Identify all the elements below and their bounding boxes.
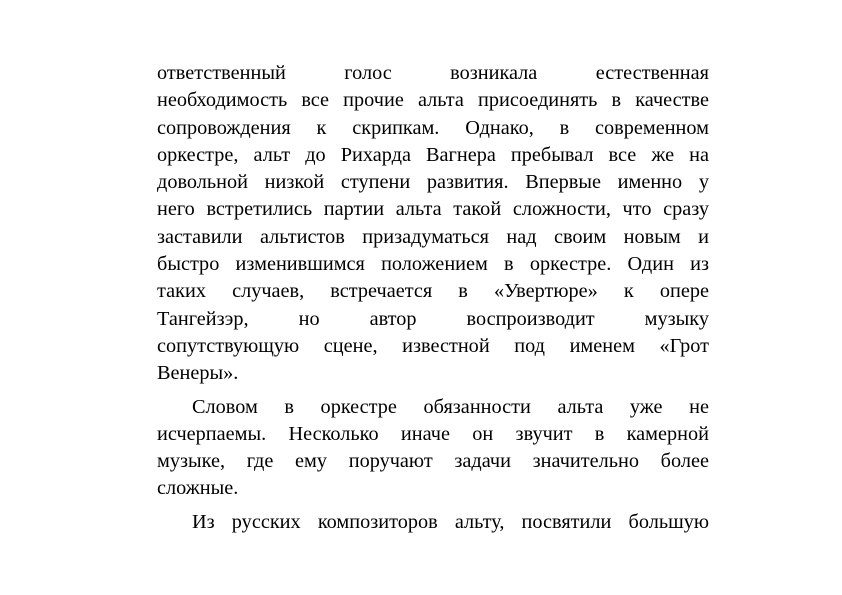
text-line: сопровождения к скрипкам. Однако, в современном bbox=[157, 116, 709, 139]
paragraph-3 bbox=[157, 509, 709, 536]
text-line: заставили альтистов призадуматься над своим новым и bbox=[157, 225, 709, 248]
text-line: быстро изменившимся положением в оркестре. Один из bbox=[157, 253, 709, 276]
text-line: музыке, где ему поручают задачи значительно более bbox=[157, 450, 709, 473]
text-line: исчерпаемы. Несколько иначе он звучит в камерной bbox=[157, 422, 709, 445]
text-line: него встретились партии альта такой сложности, что сразу bbox=[157, 198, 709, 221]
text-line: сложные. bbox=[157, 477, 239, 500]
text-line: необходимость все прочие альта присоединять в качестве bbox=[157, 89, 709, 112]
text-line: Из русских композиторов альту, посвятили большую bbox=[192, 510, 709, 533]
text-line: сопутствующую сцене, известной под именем «Грот bbox=[157, 334, 709, 357]
text-line: Тангейзэр, но автор воспроизводит музыку bbox=[157, 307, 709, 330]
paragraph-2 bbox=[157, 394, 709, 503]
text-line: оркестре, альт до Рихарда Вагнера пребывал все же на bbox=[157, 143, 709, 166]
text-line: таких случаев, встречается в «Увертюре» к опере bbox=[157, 280, 709, 303]
text-line: Словом в оркестре обязанности альта уже не bbox=[192, 395, 709, 418]
text-line: Венеры». bbox=[157, 362, 239, 385]
paragraph-1 bbox=[157, 60, 709, 388]
text-line: ответственный голос возникала естественная bbox=[157, 62, 709, 84]
body-text bbox=[157, 60, 709, 536]
text-line: довольной низкой ступени развития. Впервые именно у bbox=[157, 171, 709, 194]
